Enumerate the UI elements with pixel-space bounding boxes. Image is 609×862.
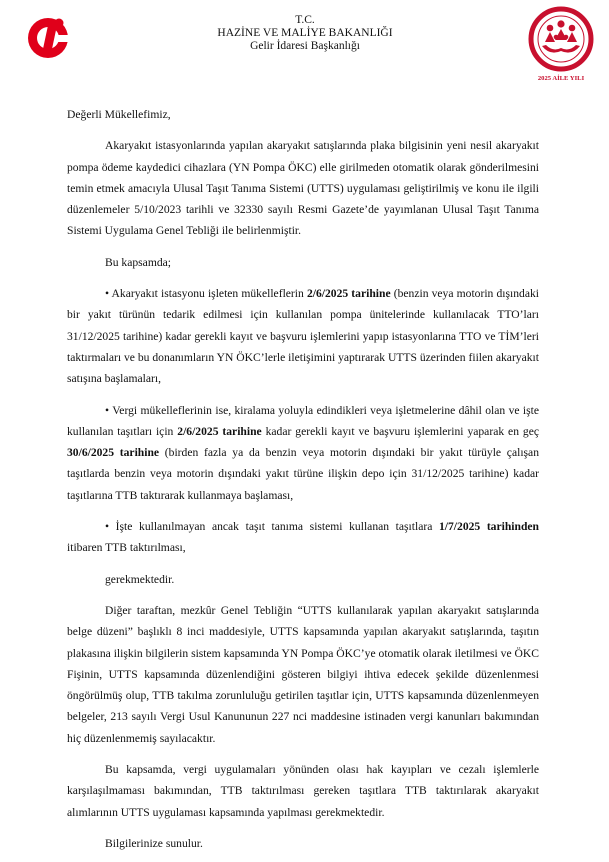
paragraph-required: gerekmektedir. <box>105 572 175 586</box>
letter-body <box>67 104 539 854</box>
bullet-fuel-station <box>67 283 539 389</box>
family-year-badge-text: 2025 AİLE YILI <box>537 75 585 82</box>
closing: Bilgilerinize sunulur. <box>105 836 203 850</box>
bullet-text: itibaren TTB taktırılması, <box>67 541 186 555</box>
bullet-taxpayers <box>67 400 539 506</box>
header-line-ministry: HAZİNE VE MALİYE BAKANLIĞI <box>217 27 393 39</box>
bullet-text: (birden fazla ya da benzin veya motorin dışındaki bir yakıt türüyle çalışan taşıtlarda benzin veya motorin dışındaki yakıt türüne ilişkin depo için 31/12/2025 tarihine) kadar taşıtlarına TTB taktırarak kullanmaya başlaması, <box>67 446 539 502</box>
bullet-text: • Akaryakıt istasyonu işleten mükelleflerin <box>105 287 307 301</box>
paragraph-scope: Bu kapsamda; <box>105 255 172 269</box>
header-line-tc: T.C. <box>295 14 315 26</box>
paragraph-intro: Akaryakıt istasyonlarında yapılan akaryakıt satışlarında plaka bilgisinin yeni nesil akaryakıt pompa ödeme kaydedici cihazlara (YN Pompa ÖKC) elle girilmeden otomatik olarak gönderilmesini temin etmek amacıyla Ulusal Taşıt Tanıma Sistemi (UTTS) uygulaması geliştirilmiş ve konu ile ilgili düzenlemeler 5/10/2023 tarihli ve 32330 sayılı Resmi Gazete’de yayımlanan Ulusal Taşıt Tanıma Sistemi Uygulama Genel Tebliği ile belirlenmiştir. <box>67 139 539 238</box>
deadline-date: 2/6/2025 tarihine <box>306 287 391 301</box>
bullet-text: kadar gerekli kayıt ve başvuru işlemlerini yaparak en geç <box>261 424 539 438</box>
paragraph-document-rules: Diğer taraftan, mezkûr Genel Tebliğin “UTTS kullanılarak yapılan akaryakıt satışlarında belge düzeni” başlıklı 8 inci maddesiyle, UTTS kapsamında yapılan akaryakıt satışlarında, taşıtın plakasına ilişkin bilgilerin sistem kapsamında YN Pompa ÖKC’ye otomatik olarak iletilmesi ve ÖKC Fişinin, UTTS kapsamında düzenlendiğini gösteren bilgiyi ihtiva edecek şekilde düzenlenmesi öngörülmüş olup, TTB takılma zorunluluğu getirilen taşıtlar için, UTTS kapsamında düzenlenmeyen belgeler, 213 sayılı Vergi Usul Kanununun 227 nci maddesine istinaden vergi kanunları bakımından hiç düzenlenmemiş sayılacaktır. <box>67 603 539 745</box>
bullet-text: • Vergi mükelleflerinin ise, kiralama yoluyla edindikleri veya işletmelerine dâhil olan ve işte kullanılan taşıtları için <box>67 403 539 438</box>
header-line-department: Gelir İdaresi Başkanlığı <box>250 40 360 52</box>
deadline-date: 30/6/2025 tarihine <box>67 446 160 460</box>
gib-logo-icon <box>26 16 70 60</box>
family-year-emblem-icon <box>526 4 596 74</box>
deadline-date: 1/7/2025 tarihinden <box>438 520 540 534</box>
deadline-date: 2/6/2025 tarihine <box>177 424 262 438</box>
bullet-text: • İşte kullanılmayan ancak taşıt tanıma sistemi kullanan taşıtlara <box>105 520 439 534</box>
document-header <box>160 14 450 53</box>
bullet-text: (benzin veya motorin dışındaki bir yakıt türünün tedarik edilmesi için kullanılan pompa ünitelerinde kullanılacak TTO’ları 31/12/2025 tarihine) kadar gerekli kayıt ve başvuru işlemlerini yapıp istasyonlarına TTO ve TİM’leri taktırmaları ve bu donanımların YN ÖKC’lerle iletişimini yaptırarak UTTS üzerinden fiilen akaryakıt satışına başlamaları, <box>67 287 539 386</box>
greeting: Değerli Mükellefimiz, <box>67 108 171 121</box>
bullet-non-business-vehicles <box>67 516 539 559</box>
paragraph-conclusion: Bu kapsamda, vergi uygulamaları yönünden olası hak kayıpları ve cezalı işlemlerle karşılaşılmaması bakımından, TTB taktırılması gereken taşıtlara TTB taktırılarak akaryakıt alımlarının UTTS uygulaması kapsamında yapılması gerekmektedir. <box>67 763 539 819</box>
